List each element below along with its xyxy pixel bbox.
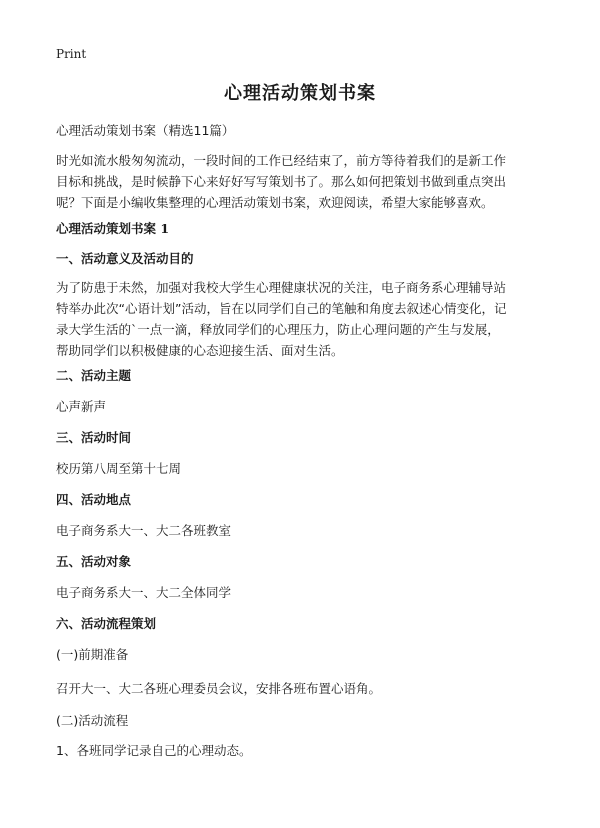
heading-audience: 五、活动对象 bbox=[56, 554, 132, 569]
intro-paragraph bbox=[56, 150, 552, 213]
intro-line: 呢？下面是小编收集整理的心理活动策划书案，欢迎阅读，希望大家能够喜欢。 bbox=[56, 195, 494, 210]
purpose-line: 特举办此次“心语计划”活动，旨在以同学们自己的笔触和角度去叙述心情变化，记 bbox=[56, 301, 507, 316]
process-flow-step: 1、各班同学记录自己的心理动态。 bbox=[56, 743, 252, 758]
heading-location: 四、活动地点 bbox=[56, 492, 132, 507]
page-title: 心理活动策划书案 bbox=[224, 83, 376, 104]
process-prep-label: (一)前期准备 bbox=[56, 647, 129, 662]
purpose-paragraph bbox=[56, 277, 552, 361]
purpose-line: 为了防患于未然，加强对我校大学生心理健康状况的关注，电子商务系心理辅导站 bbox=[56, 280, 507, 295]
heading-theme: 二、活动主题 bbox=[56, 368, 132, 383]
intro-line: 目标和挑战，是时候静下心来好好写写策划书了。那么如何把策划书做到重点突出 bbox=[56, 174, 507, 189]
audience-text: 电子商务系大一、大二全体同学 bbox=[56, 585, 232, 600]
theme-text: 心声新声 bbox=[56, 399, 107, 414]
time-text: 校历第八周至第十七周 bbox=[56, 461, 182, 476]
document-subtitle: 心理活动策划书案（精选11篇） bbox=[56, 123, 235, 138]
heading-purpose: 一、活动意义及活动目的 bbox=[56, 251, 194, 266]
intro-line: 时光如流水般匆匆流动，一段时间的工作已经结束了，前方等待着我们的是新工作 bbox=[56, 153, 507, 168]
purpose-line: 帮助同学们以积极健康的心态迎接生活、面对生活。 bbox=[56, 343, 344, 358]
heading-time: 三、活动时间 bbox=[56, 430, 132, 445]
location-text: 电子商务系大一、大二各班教室 bbox=[56, 523, 232, 538]
print-link[interactable]: Print bbox=[56, 47, 87, 61]
process-flow-label: (二)活动流程 bbox=[56, 713, 129, 728]
heading-process: 六、活动流程策划 bbox=[56, 616, 157, 631]
purpose-line: 录大学生活的`一点一滴，释放同学们的心理压力，防止心理问题的产生与发展， bbox=[56, 322, 500, 337]
process-prep-text: 召开大一、大二各班心理委员会议，安排各班布置心语角。 bbox=[56, 681, 382, 696]
section-title: 心理活动策划书案 1 bbox=[56, 221, 170, 236]
